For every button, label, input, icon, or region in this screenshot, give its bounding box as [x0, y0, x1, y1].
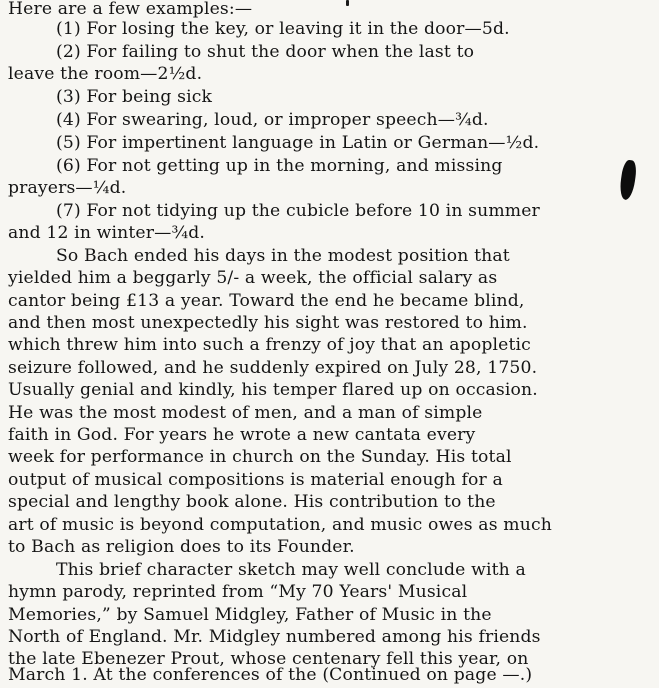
text-line: hymn parody, reprinted from “My 70 Years' Musical	[8, 582, 468, 602]
text-line: North of England. Mr. Midgley numbered among his friends	[8, 627, 541, 647]
text-line: seizure followed, and he suddenly expired on July 28, 1750.	[8, 358, 538, 378]
text-line: Usually genial and kindly, his temper flared up on occasion.	[8, 380, 538, 400]
text-line: (6) For not getting up in the morning, and missing	[56, 156, 503, 176]
text-line: So Bach ended his days in the modest position that	[56, 246, 510, 266]
text-line: (2) For failing to shut the door when the last to	[56, 42, 475, 62]
text-line: which threw him into such a frenzy of joy that an apopletic	[8, 335, 531, 355]
text-line: the late Ebenezer Prout, whose centenary fell this year, on	[8, 649, 529, 669]
text-line: This brief character sketch may well conclude with a	[56, 560, 526, 580]
text-line: (1) For losing the key, or leaving it in the door—5d.	[56, 19, 510, 39]
text-line: prayers—¼d.	[8, 178, 127, 198]
text-line: leave the room—2½d.	[8, 64, 203, 84]
text-line: cantor being £13 a year. Toward the end he became blind,	[8, 291, 525, 311]
text-line: (4) For swearing, loud, or improper speech—¾d.	[56, 110, 489, 130]
text-line: Memories,” by Samuel Midgley, Father of Music in the	[8, 605, 492, 625]
text-line: March 1. At the conferences of the (Continued on page —.)	[8, 665, 533, 685]
text-line: (7) For not tidying up the cubicle before 10 in summer	[56, 201, 540, 221]
text-line: He was the most modest of men, and a man of simple	[8, 403, 483, 423]
text-line: (3) For being sick	[56, 87, 213, 107]
ink-speck	[346, 0, 349, 6]
text-line: and 12 in winter—¾d.	[8, 223, 206, 243]
text-line: and then most unexpectedly his sight was restored to him.	[8, 313, 528, 333]
text-line: faith in God. For years he wrote a new cantata every	[8, 425, 476, 445]
text-line: week for performance in church on the Sunday. His total	[8, 447, 512, 467]
text-line: yielded him a beggarly 5/- a week, the official salary as	[8, 268, 498, 288]
text-line: special and lengthy book alone. His contribution to the	[8, 492, 496, 512]
text-line: Here are a few examples:—	[8, 0, 253, 19]
text-line: output of musical compositions is material enough for a	[8, 470, 503, 490]
ink-blot	[618, 159, 637, 201]
text-line: to Bach as religion does to its Founder.	[8, 537, 355, 557]
text-line: (5) For impertinent language in Latin or German—½d.	[56, 133, 540, 153]
text-line: art of music is beyond computation, and music owes as much	[8, 515, 552, 535]
